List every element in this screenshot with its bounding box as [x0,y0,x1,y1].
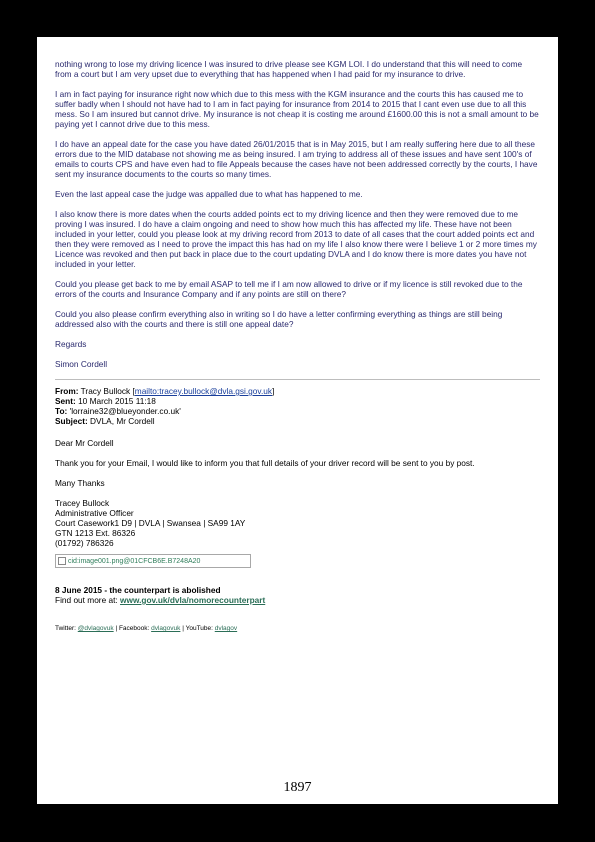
letter-paragraph: Even the last appeal case the judge was appalled due to what has happened to me. [55,189,363,199]
from-label: From: [55,386,79,396]
social-links [55,625,540,632]
twitter-label: Twitter: [55,625,78,632]
signature-gtn: GTN 1213 Ext. 86326 [55,528,136,538]
sent-value: 10 March 2015 11:18 [78,396,156,406]
signature-phone: (01792) 786326 [55,538,114,548]
social-separator: | [113,625,119,632]
from-name: Tracy Bullock [ [80,386,135,396]
facebook-link[interactable]: dvlagovuk [151,625,181,632]
letter-signoff-name: Simon Cordell [55,359,108,369]
subject-label: Subject: [55,416,88,426]
letter-paragraph: I am in fact paying for insurance right now which due to this mess with the KGM insurance and the courts this has caused me to suffer badly when I should not have had to I am in fact paying for insurance from 2014 to 2015 that I cant even use due to all this mess. So I am insured but cannot drive. My insurance is not cheap it is costing me around £1600.00 this is not a small amount to be paying yet I cannot drive due to this mess. [55,89,539,129]
from-bracket: ] [272,386,275,396]
letter-paragraph: I do have an appeal date for the case you have dated 26/01/2015 that is in May 2015, but I am really suffering here due to all these errors due to the MID database not showing me as being insured. I am trying to address all of these issues and have sent 100's of emails to courts CPS and have even had to file Appeals because the cases have not been addressed correctly by the courts, I have sent my insurance documents to the courts so many times. [55,139,538,179]
reply-body [55,438,540,548]
twitter-link[interactable]: @dvlagovuk [77,625,114,632]
letter-paragraph: I also know there is more dates when the courts added points ect to my driving licence and then they were removed due to me proving I was insured. I do have a claim ongoing and need to show how much this has affected my life. These have not been included in your letter, could you please look at my driving record from 2013 to date of all cases that the court added points ect and then they were removed as I need to prove the impact this has had on my life I also know there were I believe 1 or 2 more times my Licence was revoked and then put back in place due to the court updating DVLA and I do know there is more dates you have not included in your letter. [55,209,537,269]
from-email-link[interactable]: mailto:tracey.bullock@dvla.gsi.gov.uk [134,386,273,396]
signature-block [55,498,540,548]
email-from-line [55,386,540,396]
broken-image-icon [58,557,66,565]
subject-value: DVLA, Mr Cordell [90,416,155,426]
notice-link[interactable]: www.gov.uk/dvla/nomorecounterpart [120,595,266,605]
letter-regards: Regards [55,339,87,349]
email-sent-line [55,396,540,406]
social-separator: | [180,625,186,632]
signature-name: Tracey Bullock [55,498,110,508]
image-alt-text: cid:image001.png@01CFCB6E.B7248A20 [68,558,201,565]
to-value: 'lorraine32@blueyonder.co.uk' [69,406,181,416]
email-to-line [55,406,540,416]
broken-image-placeholder [55,554,251,568]
signature-address: Court Casework1 D9 | DVLA | Swansea | SA99 1AY [55,518,246,528]
document-page [37,37,558,804]
reply-message: Thank you for your Email, I would like to inform you that full details of your driver record will be sent to you by post. [55,458,475,468]
youtube-label: YouTube: [185,625,215,632]
email-header [55,386,540,426]
youtube-link[interactable]: dvlagov [214,625,238,632]
letter-body [55,59,540,369]
email-separator [55,379,540,380]
notice-find-prefix: Find out more at: [55,595,121,605]
counterpart-notice [55,585,540,605]
page-number: 1897 [283,780,312,795]
signature-title: Administrative Officer [55,508,134,518]
notice-headline: 8 June 2015 - the counterpart is abolished [55,585,221,595]
to-label: To: [55,406,68,416]
email-subject-line [55,416,540,426]
reply-greeting: Dear Mr Cordell [55,438,114,448]
letter-paragraph: Could you please get back to me by email ASAP to tell me if I am now allowed to drive or if my licence is still revoked due to the errors of the courts and Insurance Company and if any points are still on there? [55,279,523,299]
facebook-label: Facebook: [118,625,152,632]
letter-paragraph: nothing wrong to lose my driving licence I was insured to drive please see KGM LOI. I do understand that this will need to come from a court but I am very upset due to everything that has happened when I had paid for my insurance to drive. [55,59,523,79]
reply-closing: Many Thanks [55,478,105,488]
sent-label: Sent: [55,396,76,406]
letter-paragraph: Could you also please confirm everything also in writing so I do have a letter confirming everything as things are still being addressed also with the courts and there is still one appeal date? [55,309,503,329]
